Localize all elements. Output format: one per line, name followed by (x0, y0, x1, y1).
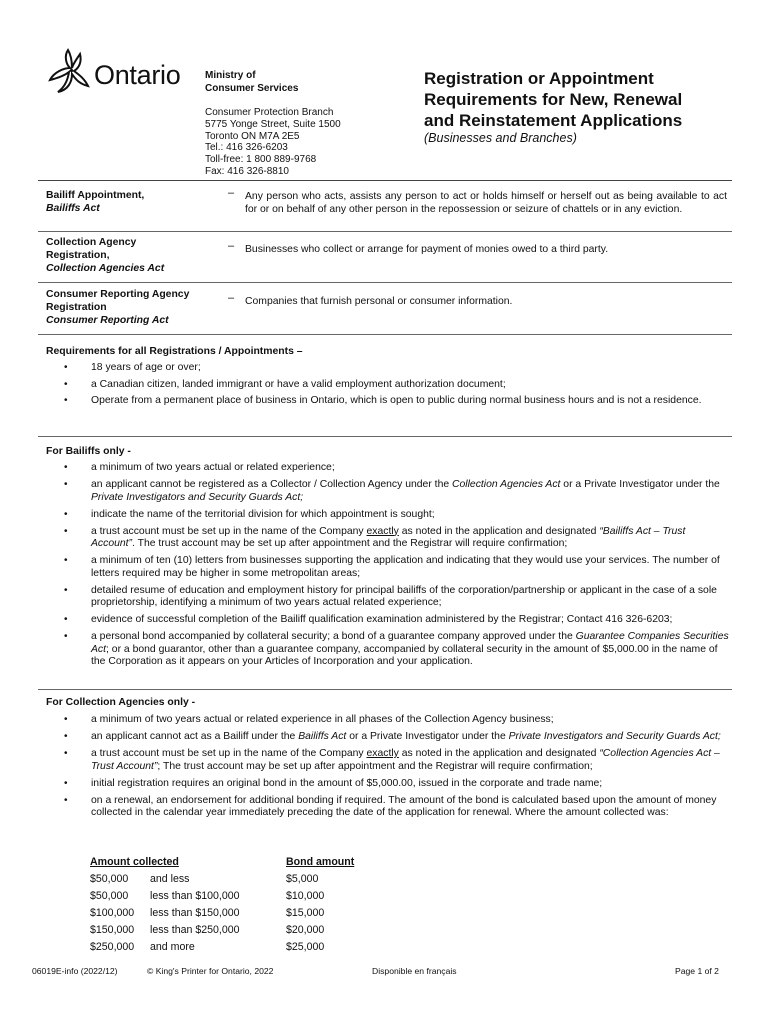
divider (38, 231, 732, 232)
amount-collected-header: Amount collected (90, 856, 179, 868)
bailiffs-heading: For Bailiffs only - (46, 446, 131, 457)
list-item: • a minimum of two years actual or related experience; (64, 462, 730, 475)
dash: – (228, 187, 235, 199)
list-item: • Operate from a permanent place of business in Ontario, which is open to public during normal business hours and is not a residence. (64, 395, 730, 408)
list-item: • a trust account must be set up in the name of the Company exactly as noted in the application and designated “Bailiffs Act – Trust Account”. The trust account may be set up after appointment and the Registrar will require confirmation; (64, 526, 730, 551)
address-line: Fax: 416 326-8810 (205, 165, 289, 177)
collection-heading: For Collection Agencies only - (46, 697, 196, 708)
range-cell: and less (150, 873, 190, 885)
list-item: • a minimum of two years actual or related experience in all phases of the Collection Agency business; (64, 714, 730, 727)
act-desc-bailiff: Any person who acts, assists any person to act or holds himself or herself out as being available to act for or on behalf of any other person in the repossession or seizure of chattels or in any eviction. (245, 191, 727, 215)
bond-cell: $20,000 (286, 924, 325, 936)
list-item: • detailed resume of education and employment history for principal bailiffs of the corporation/partnership or applicant in the case of a sole proprietorship, identifying a minimum of two years actual related experience; (64, 585, 730, 610)
act-label-consumer-reporting (46, 288, 216, 327)
amount-cell: $100,000 (90, 907, 135, 919)
list-item: • a personal bond accompanied by collateral security; a bond of a guarantee company approved under the Guarantee Companies Securities Act; or a bond guarantor, other than a guarantee company, accompanied by collateral security in the amount of $5,000.00 in the name of the Corporation as it appears on your Articles of Incorporation and your application. (64, 631, 730, 669)
branch-address (205, 107, 341, 178)
address-line: Toll-free: 1 800 889-9768 (205, 154, 317, 166)
list-item: • a minimum of ten (10) letters from businesses supporting the application and indicating that they would use your services. The number of letters required may be higher in some metropolitan areas; (64, 555, 730, 580)
amount-cell: $250,000 (90, 941, 135, 953)
trillium-icon (46, 46, 96, 96)
range-cell: less than $100,000 (150, 890, 240, 902)
dash: – (228, 240, 235, 252)
act-label-italic: Consumer Reporting Act (46, 315, 169, 326)
list-item: • an applicant cannot act as a Bailiff under the Bailiffs Act or a Private Investigator under the Private Investigators and Security Guards Act; (64, 731, 730, 744)
address-line: 5775 Yonge Street, Suite 1500 (205, 118, 341, 130)
list-item: • on a renewal, an endorsement for additional bonding if required. The amount of the bond is calculated based upon the amount of money collected in the calendar year immediately preceding the date of the application for renewal. Where the amount collected was: (64, 795, 730, 820)
divider (38, 689, 732, 690)
dash: – (228, 292, 235, 304)
bond-cell: $5,000 (286, 873, 319, 885)
list-item: • an applicant cannot be registered as a Collector / Collection Agency under the Collection Agencies Act or a Private Investigator under the Private Investigators and Security Guards Act; (64, 479, 730, 504)
list-item: • a trust account must be set up in the name of the Company exactly as noted in the application and designated “Collection Agencies Act – Trust Account”; The trust account may be set up after appointment and the Registrar will require confirmation; (64, 748, 730, 773)
bond-cell: $25,000 (286, 941, 325, 953)
act-label-collection (46, 236, 216, 275)
divider (38, 180, 732, 181)
act-label-line: Consumer Reporting Agency (46, 289, 190, 300)
table-row (90, 873, 354, 890)
amount-cell: $50,000 (90, 873, 129, 885)
amount-cell: $50,000 (90, 890, 129, 902)
bond-cell: $10,000 (286, 890, 325, 902)
bailiffs-requirements-list (64, 462, 730, 669)
table-row (90, 890, 354, 907)
list-item: • 18 years of age or over; (64, 362, 730, 375)
ontario-logo (46, 46, 186, 96)
form-id: 06019E-info (2022/12) (32, 966, 118, 976)
act-label-line: Bailiff Appointment, (46, 190, 145, 201)
range-cell: less than $250,000 (150, 924, 240, 936)
address-line: Consumer Protection Branch (205, 107, 334, 118)
french-availability: Disponible en français (372, 966, 457, 976)
title-line: Registration or Appointment (424, 69, 654, 88)
bond-table-header (90, 856, 354, 873)
list-item: • evidence of successful completion of the Bailiff qualification examination administered by the Registrar; Contact 416 326-6203; (64, 614, 730, 627)
table-row (90, 907, 354, 924)
act-label-italic: Collection Agencies Act (46, 263, 165, 274)
ministry-line: Ministry of (205, 70, 256, 81)
list-item: • initial registration requires an original bond in the amount of $5,000.00, issued in the corporate and trade name; (64, 778, 730, 791)
address-line: Tel.: 416 326-6203 (205, 142, 288, 154)
act-label-italic: Bailiffs Act (46, 203, 100, 214)
title-line: Requirements for New, Renewal (424, 90, 683, 109)
ministry-name (205, 70, 298, 95)
act-desc-collection: Businesses who collect or arrange for payment of monies owed to a third party. (245, 244, 609, 255)
act-label-bailiff (46, 189, 216, 215)
page-title (424, 68, 682, 131)
all-requirements-heading: Requirements for all Registrations / Appointments – (46, 346, 303, 357)
bond-cell: $15,000 (286, 907, 325, 919)
ministry-line: Consumer Services (205, 82, 299, 94)
amount-cell: $150,000 (90, 924, 135, 936)
page-number: Page 1 of 2 (675, 966, 719, 976)
range-cell: less than $150,000 (150, 907, 240, 919)
act-label-line: Registration, (46, 250, 110, 261)
copyright: © King's Printer for Ontario, 2022 (147, 966, 274, 976)
address-line: Toronto ON M7A 2E5 (205, 130, 300, 142)
table-row (90, 941, 354, 958)
act-desc-consumer-reporting: Companies that furnish personal or consumer information. (245, 296, 513, 307)
act-label-line: Registration (46, 302, 107, 313)
divider (38, 436, 732, 437)
act-label-line: Collection Agency (46, 237, 137, 248)
table-row (90, 924, 354, 941)
list-item: • a Canadian citizen, landed immigrant or have a valid employment authorization document; (64, 379, 730, 392)
range-cell: and more (150, 941, 195, 953)
bond-amount-header: Bond amount (286, 856, 355, 868)
logo-wordmark: Ontario (94, 60, 181, 90)
list-item: • indicate the name of the territorial division for which appointment is sought; (64, 509, 730, 522)
bond-table (90, 856, 354, 958)
page-subtitle: (Businesses and Branches) (424, 131, 577, 145)
all-requirements-list (64, 362, 730, 408)
title-line: and Reinstatement Applications (424, 111, 683, 130)
divider (38, 282, 732, 283)
collection-requirements-list (64, 714, 730, 820)
divider (38, 334, 732, 335)
